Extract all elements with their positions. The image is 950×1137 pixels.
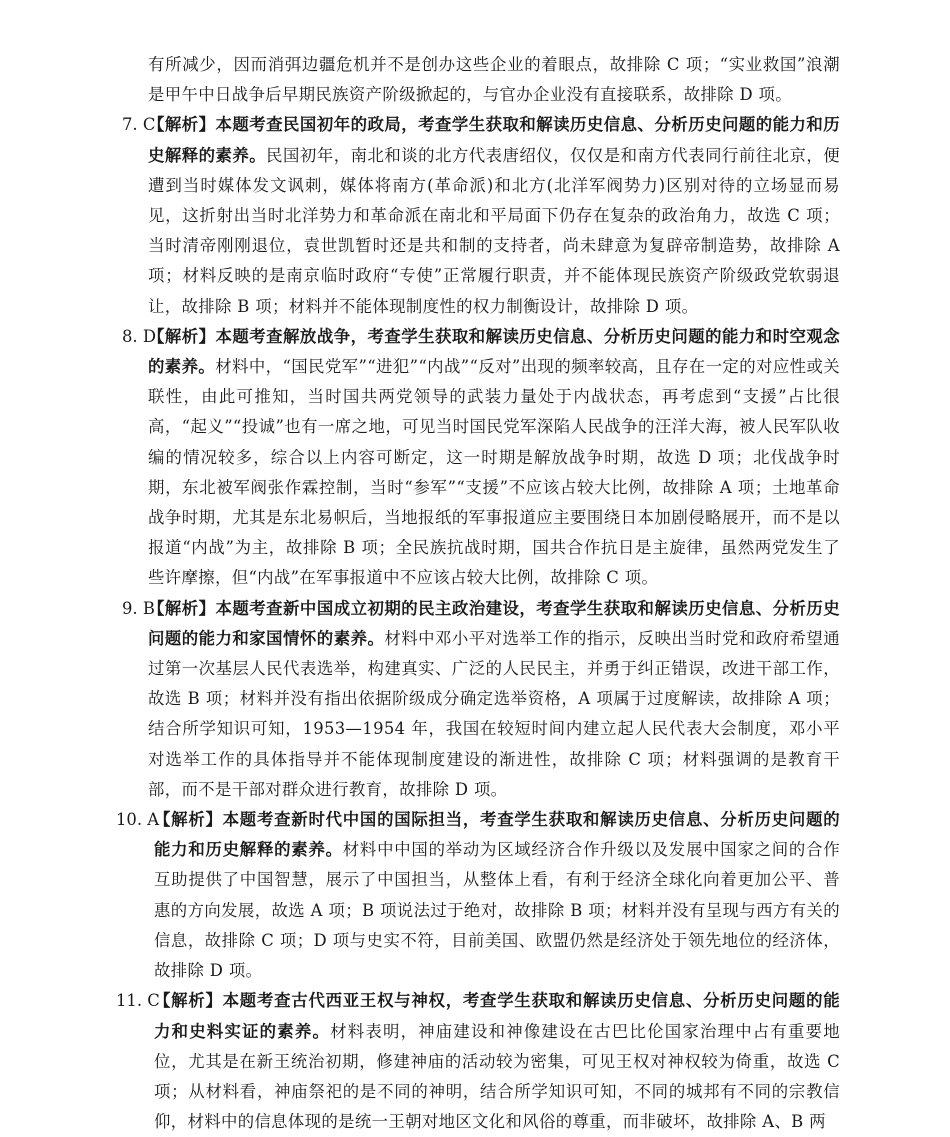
analysis-summary: 本题考查解放战争，考查学生获取和解读历史信息、分析历史问题的能力和时空观念的素养。 <box>148 326 840 377</box>
analysis-summary: 本题考查民国初年的政局，考查学生获取和解读历史信息、分析历史问题的能力和历史解释的素养。 <box>148 115 840 165</box>
analysis-tag: 【解析】 <box>154 810 223 830</box>
analysis-tag: 【解析】 <box>148 115 216 135</box>
answer-number: 7. C <box>122 115 156 135</box>
analysis-body: 材料中邓小平对选举工作的指示，反映出当时党和政府希望通过第一次基层人民代表选举，构建真实、广泛的人民民主，并勇于纠正错误，改进干部工作，故选 B 项；材料并没有指出依据阶级成分确定选举资格，A 项属于过度解读，故排除 A 项；结合所学知识可知，1953—1954 年，我国在较短时间内建立起人民代表大会制度，邓小平对选举工作的具体指导并不能体现制度建设的渐进性，故排除 C 项；材料强调的是教育干部，而不是干部对群众进行教育，故排除 D 项。 <box>148 628 840 799</box>
answer-item-8 <box>122 322 840 594</box>
analysis-summary: 本题考查新时代中国的国际担当，考查学生获取和解读历史信息、分析历史问题的能力和历史解释的素养。 <box>154 810 840 860</box>
analysis-tag: 【解析】 <box>154 991 223 1011</box>
answer-item-10 <box>116 805 840 986</box>
answer-number: 10. A <box>116 810 160 830</box>
answer-item-7 <box>122 110 840 321</box>
answer-number: 11. C <box>116 991 160 1011</box>
analysis-body: 民国初年，南北和谈的北方代表唐绍仪，仅仅是和南方代表同行前往北京，便遭到当时媒体发文讽刺，媒体将南方(革命派)和北方(北洋军阀势力)区别对待的立场显而易见，这折射出当时北洋势力和革命派在南北和平局面下仍存在复杂的政治角力，故选 C 项；当时清帝刚刚退位，袁世凯暂时还是共和制的支持者，尚未肆意为复辟帝制造势，故排除 A 项；材料反映的是南京临时政府“专使”正常履行职责，并不能体现民族资产阶级政党软弱退让，故排除 B 项；材料并不能体现制度性的权力制衡设计，故排除 D 项。 <box>148 145 840 316</box>
answer-text <box>148 110 840 321</box>
answer-item-9 <box>122 594 840 805</box>
answer-item-11 <box>116 986 840 1137</box>
analysis-body: 材料中，“国民党军”“进犯”“内战”“反对”出现的频率较高，且存在一定的对应性或关联性，由此可推知，当时国共两党领导的武装力量处于内战状态，再考虑到“支援”占比很高，“起义”“投诚”也有一席之地，可见当时国民党军深陷人民战争的汪洋大海，被人民军队收编的情况较多，综合以上内容可断定，这一时期是解放战争时期，故选 D 项；北伐战争时期，东北被军阀张作霖控制，当时“参军”“支援”不应该占较大比例，故排除 A 项；土地革命战争时期，尤其是东北易帜后，当地报纸的军事报道应主要围绕日本加剧侵略展开，而不是以报道“内战”为主，故排除 B 项；全民族抗战时期，国共合作抗日是主旋律，虽然两党发生了些许摩擦，但“内战”在军事报道中不应该占较大比例，故排除 C 项。 <box>148 357 840 588</box>
intro-paragraph: 有所减少，因而消弭边疆危机并不是创办这些企业的着眼点，故排除 C 项；“实业救国”浪潮是甲午中日战争后早期民族资产阶级掀起的，与官办企业没有直接联系，故排除 D 项。 <box>148 55 840 105</box>
answer-number: 9. B <box>122 598 155 618</box>
analysis-summary: 本题考查古代西亚王权与神权，考查学生获取和解读历史信息、分析历史问题的能力和史料实证的素养。 <box>154 991 840 1041</box>
analysis-body: 材料表明，神庙建设和神像建设在古巴比伦国家治理中占有重要地位，尤其是在新王统治初期，修建神庙的活动较为密集，可见王权对神权较为倚重，故选 C 项；从材料看，神庙祭祀的是不同的神明，结合所学知识可知，不同的城邦有不同的宗教信仰，材料中的信息体现的是统一王朝对地区文化和风俗的尊重，而非破坏，故排除 A、B 两 <box>154 1021 840 1132</box>
answer-text <box>154 986 840 1137</box>
answer-number: 8. D <box>122 326 156 346</box>
analysis-body: 材料中中国的举动为区域经济合作升级以及发展中国家之间的合作互助提供了中国智慧，展示了中国担当，从整体上看，有利于经济全球化向着更加公平、普惠的方向发展，故选 A 项；B 项说法过于绝对，故排除 B 项；材料并没有呈现与西方有关的信息，故排除 C 项；D 项与史实不符，目前美国、欧盟仍然是经济处于领先地位的经济体，故排除 D 项。 <box>154 840 840 981</box>
analysis-tag: 【解析】 <box>148 598 216 618</box>
answer-text <box>148 322 840 594</box>
answer-text <box>154 805 840 986</box>
analysis-summary: 本题考查新中国成立初期的民主政治建设，考查学生获取和解读历史信息、分析历史问题的能力和家国情怀的素养。 <box>148 598 840 648</box>
answer-text <box>148 594 840 805</box>
analysis-tag: 【解析】 <box>148 326 216 346</box>
